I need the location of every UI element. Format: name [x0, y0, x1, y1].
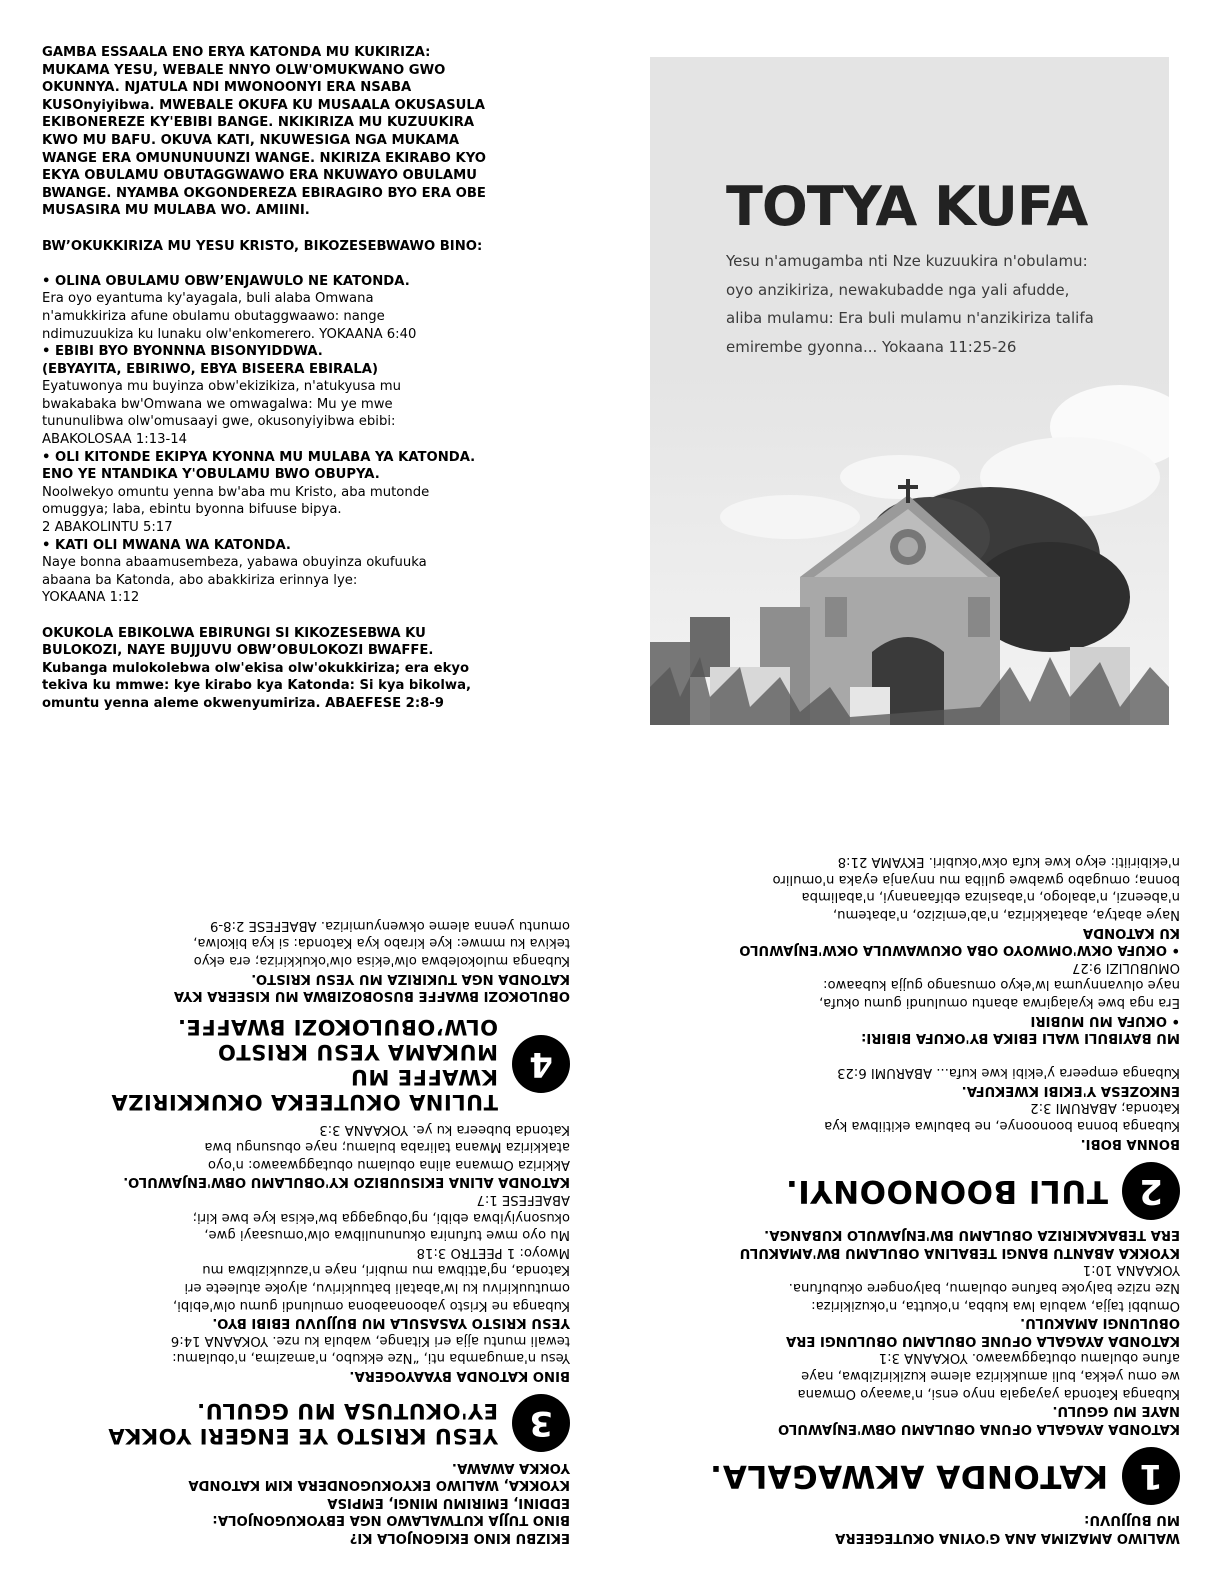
intro-line: EKIZBU KINO EKIGONJOLA KI?	[349, 1530, 570, 1545]
section-1-body	[640, 1226, 1180, 1437]
solutions-intro	[40, 1458, 570, 1546]
section-2-line: Era nga bwe kyalagirwa abantu omulundi gumu okufa,	[819, 994, 1180, 1010]
cover-verse-line: emirembe gyonna... Yokaana 11:25-26	[726, 337, 1017, 356]
section-1-line: we omu yekka, buli amukkiriza aleme kuzikirizibwa, naye	[801, 1368, 1180, 1384]
section-3-line: Mu oyo mwe tufunira okununulibwa olw'omusaayi gwe,	[204, 1227, 570, 1243]
section-3-line: YESU KRISTO YASASULA MU BUJJUVU EBIBI BYO.	[212, 1315, 570, 1331]
prayer-text	[42, 44, 582, 220]
section-3-line: ABAEFESE 1:7	[476, 1192, 570, 1208]
benefit-line: Naye bonna abaamusembeza, yabawa obuyinza okufuuka	[42, 555, 427, 571]
benefit-line: • KATI OLI MWANA WA KATONDA.	[42, 537, 291, 553]
section-2-title: TULI BOONOONYI.	[785, 1172, 1108, 1209]
prayer-line: KUSOnyiyibwa. MWEBALE OKUFA KU MUSAALA OKUSASULA	[42, 97, 485, 113]
section-3-line: KATONDA ALINA EKISUUBIZO KY'OBULAMU OBW'ENJAWULO.	[123, 1174, 570, 1190]
benefit-line: tununulibwa olw'omusaayi gwe, okusonyiyibwa ebibi:	[42, 414, 396, 430]
section-1-header	[640, 1447, 1180, 1505]
section-3-line: Akkiriza Omwana alina obulamu obutaggwaawo: n'oyo	[207, 1156, 570, 1172]
works-heading-line: BULOKOZI, NAYE BUJJUVU OBW’OBULOKOZI BWAFFE.	[42, 643, 434, 659]
benefit-line: Noolwekyo omuntu yenna bw'aba mu Kristo, aba mutonde	[42, 484, 430, 500]
works-text-line: Kubanga mulokolebwa olw'ekisa olw'okukkiriza; era ekyo	[42, 660, 470, 676]
section-1-line: KYOKKA ABANTU BANGI TEBALINA OBULAMU BW'AMAKULU	[739, 1244, 1180, 1260]
section-3-line: okusonyiyibwa ebibi, ng'obugagga bw'ekisa kye bwe kiri;	[192, 1209, 570, 1225]
section-1-line: Kubanga Katonda yayagala nnyo ensi, n'awaayo Omwana	[797, 1385, 1180, 1401]
section-1-line: KATONDA AYAGALA OFUNA OBULAMU OBW'ENJAWULO	[778, 1420, 1180, 1436]
prayer-line: MUKAMA YESU, WEBALE NNYO OLW'OMUKWANO GWO	[42, 62, 446, 78]
section-2-line: MU BAYIBULI WALI EBIKA BY'OKUFA BIBIRI:	[861, 1030, 1180, 1046]
section-title-line: TULINA OKUTEEKA OKUKKIRIZA KWAFFE MU	[110, 1065, 498, 1115]
cover-title: TOTYA KUFA	[726, 175, 1088, 238]
section-3-line: BINO KATONDA BYAAYOGERA.	[349, 1368, 570, 1384]
section-1-title: KATONDA AKWAGALA.	[709, 1457, 1108, 1494]
prayer-line: EKYA OBULAMU OBUTAGGWAWO ERA NKUWAYO OBULAMU	[42, 168, 477, 184]
works-heading	[42, 625, 582, 660]
section-title-line: YESU KRISTO YE ENGERI YOKKA	[107, 1424, 498, 1449]
cover-panel	[650, 57, 1169, 725]
benefit-line: • EBIBI BYO BYONNNA BISONYIDDWA.	[42, 344, 323, 360]
section-title-line: EY'OKUTUSA MU GGULU.	[196, 1399, 498, 1424]
cover-verse	[726, 247, 1126, 361]
intro-line: YOKKA AWAWA.	[451, 1459, 570, 1475]
intro-line: KYOKKA, WALIWO EKYOKUGONDERA KIM KATONDA	[188, 1477, 570, 1493]
section-2-line: n'abeenzi, n'abalogo, n'abasinza ebifaananyi, n'abalimba	[801, 889, 1180, 905]
section-2-line: Katonda; ABARUMI 3:2	[1030, 1100, 1180, 1116]
benefit-line: ndimuzuukiza ku lunaku olw'enkomerero. YOKAANA 6:40	[42, 326, 417, 342]
section-2-line: • OKUFA MU MUBIRI	[1030, 1012, 1180, 1028]
section-3-line: Kubanga ne Kristo yaboonaabona omulundi gumu olw'ebibi,	[172, 1297, 570, 1313]
prayer-line: MUSASIRA MU MULABA WO. AMIINI.	[42, 203, 310, 219]
section-4-line: Kubanga mulokolebwa olw'ekisa olw'okukkiriza; era ekyo	[193, 952, 570, 968]
section-1-line: KATONDA AYAGALA OFUNE OBULAMU OBULUNGI ERA	[786, 1332, 1180, 1348]
benefit-line: (EBYAYITA, EBIRIWO, EBYA BISEERA EBIRALA)	[42, 361, 378, 377]
prayer-line: KWO MU BAFU. OKUVA KATI, NKUWESIGA NGA MUKAMA	[42, 132, 460, 148]
works-text-line: omuntu yenna aleme okwenyumiriza. ABAEFESE 2:8-9	[42, 695, 444, 711]
section-1-number: 1	[1122, 1447, 1180, 1505]
truths-intro	[640, 1511, 1180, 1546]
section-2-line: ENKOZESA Y'EKIBI KWEKUFA.	[961, 1082, 1180, 1098]
cover-verse-line: aliba mulamu: Era buli mulamu n'anzikiriza talifa	[726, 309, 1094, 327]
section-3-title	[108, 1398, 498, 1448]
section-4-number: 4	[512, 1035, 570, 1093]
church-photo	[650, 367, 1169, 725]
benefits-heading: BW’OKUKKIRIZA MU YESU KRISTO, BIKOZESEBWAWO BINO:	[42, 238, 483, 254]
section-4-header	[40, 1014, 570, 1114]
section-1-line: YOKAANA 10:1	[1082, 1262, 1180, 1278]
benefit-line: ENO YE NTANDIKA Y'OBULAMU BWO OBUPYA.	[42, 467, 380, 483]
section-3-line: atakkiriza Mwana taliraba bulamu; naye obusungu bwa	[204, 1139, 570, 1155]
section-1-line: Nze nzize balyoke bafune obulamu, balyongere okubufuna.	[788, 1280, 1180, 1296]
section-2-line: Kubanga bonna boonoonye, ne babulwa ekitiibwa kya	[824, 1118, 1180, 1134]
works-text	[42, 660, 582, 713]
benefit-line: abaana ba Katonda, abo abakkiriza erinnya lye:	[42, 572, 358, 588]
section-3-header	[40, 1394, 570, 1452]
benefit-line: Era oyo eyantuma ky'ayagala, buli alaba Omwana	[42, 291, 374, 307]
prayer-panel	[42, 44, 582, 713]
section-2-line: Naye abatya, abatakkiriza, n'ab'emizizo, n'abatemu,	[832, 906, 1180, 922]
section-2-line: BONNA BOBI.	[1080, 1135, 1180, 1151]
benefit-line: • OLINA OBULAMU OBW’ENJAWULO NE KATONDA.	[42, 273, 410, 289]
prayer-line: OKUNNYA. NJATULA NDI MWONOONYI ERA NSABA	[42, 80, 412, 96]
section-4-title	[40, 1014, 498, 1114]
intro-line: EDDINI, EMIRIMU MINGI, EMPISA	[327, 1494, 570, 1510]
panel-sections-3-4	[40, 806, 570, 1546]
prayer-line: WANGE ERA OMUNUNUUNZI WANGE. NKIRIZA EKIRABO KYO	[42, 150, 486, 166]
section-4-line: KATONDA NGA TUKIRIZA MU YESU KRISTO.	[251, 970, 570, 986]
section-1-line: afune obulamu obutaggwaawo. YOKAANA 3:1	[878, 1350, 1180, 1366]
benefit-line: YOKAANA 1:12	[42, 590, 140, 606]
benefit-line: bwakabaka bw'Omwana we omwagalwa: Mu ye mwe	[42, 396, 393, 412]
section-1-line: NAYE MU GGULU.	[1052, 1403, 1180, 1419]
section-4-body	[40, 916, 570, 1004]
section-4-line: tekiva ku mmwe: kye kirabo kya Katonda: si kya bikolwa,	[193, 935, 570, 951]
section-3-line: Katonda, ng'attibwa mu mubiri, naye n'azuukizibwa mu	[202, 1262, 570, 1278]
section-2-number: 2	[1122, 1162, 1180, 1220]
benefit-line: ABAKOLOSAA 1:13-14	[42, 432, 188, 448]
section-2-line: Kubanga empeera y'ekibi kwe kufa... ABARUMI 6:23	[837, 1065, 1180, 1081]
benefit-line: 2 ABAKOLINTU 5:17	[42, 520, 173, 536]
section-2-line: OMUBULIZI 9:27	[1071, 959, 1180, 975]
works-text-line: tekiva ku mmwe: kye kirabo kya Katonda: Si kya bikolwa,	[42, 678, 471, 694]
section-3-line: Mwoyo: 1 PEETRO 3:18	[416, 1244, 570, 1260]
section-2-line: naye oluvannyuma lw'ekyo omusango gujja kubaawo:	[823, 977, 1180, 993]
section-2-body	[640, 853, 1180, 1152]
section-3-line: Yesu n'amugamba nti, “Nze ekkubo, n'amazima, n'obulamu:	[172, 1350, 570, 1366]
section-4-line: omuntu yenna aleme okwenyumiriza. ABAEFESE 2:8-9	[210, 917, 570, 933]
section-2-line: • OKUFA OKW'OMWOYO OBA OKUWAWULA OKW'ENJAWULO	[739, 942, 1180, 958]
section-2-header	[640, 1162, 1180, 1220]
intro-line: BINO TUJJA KUTWALAWO NGA EBYOKUGONJOLA:	[212, 1512, 570, 1528]
section-2-line	[640, 1046, 1180, 1064]
section-3-body	[40, 1120, 570, 1384]
section-3-number: 3	[512, 1394, 570, 1452]
section-3-line: tewali muntu ajja eri Kitange, wabula ku nze. YOKAANA 14:6	[170, 1332, 570, 1348]
section-2-line: bonna; omugabo gwabwe guliba mu nnyanja eyaka n'omuliro	[772, 871, 1180, 887]
section-4-line: OBULOKOZI BWAFFE BUSOBOZIBWA MU KISEERA KYA	[173, 988, 570, 1004]
prayer-line: BWANGE. NYAMBA OKGONDEREZA EBIRAGIRO BYO ERA OBE	[42, 185, 486, 201]
intro-line: MU BUJJUVU:	[1084, 1512, 1180, 1528]
section-2-line: n'ekibiriiti: ekyo kwe kufa okw'okubiri. EKYAMA 21:8	[837, 854, 1180, 870]
intro-line: WALIWO AMAZIMA ANA G'OYINA OKUTEGEERA	[835, 1530, 1180, 1545]
benefit-line: n'amukkiriza afune obulamu obutaggwaawo: nange	[42, 308, 385, 324]
cover-verse-line: Yesu n'amugamba nti Nze kuzuukira n'obulamu:	[726, 252, 1088, 270]
panel-sections-1-2	[640, 806, 1180, 1546]
benefit-line: • OLI KITONDE EKIPYA KYONNA MU MULABA YA KATONDA.	[42, 449, 476, 465]
section-3-line: omutuukirivu ku lw'abatali batuukirivu, alyoke atuleete eri	[184, 1280, 570, 1296]
benefits-list	[42, 273, 582, 607]
benefit-line: omuggya; laba, ebintu byonna bifuuse bipya.	[42, 502, 342, 518]
benefit-line: Eyatuwonya mu buyinza obw'ekizikiza, n'atukyusa mu	[42, 379, 401, 395]
section-3-line: Katonda bubeera ku ye. YOKAANA 3:3	[319, 1121, 570, 1137]
section-2-line: KU KATONDA	[1082, 924, 1180, 940]
works-heading-line: OKUKOLA EBIKOLWA EBIRUNGI SI KIKOZESEBWA KU	[42, 625, 426, 641]
cover-verse-line: oyo anzikiriza, newakubadde nga yali afudde,	[726, 280, 1070, 299]
prayer-line: GAMBA ESSAALA ENO ERYA KATONDA MU KUKIRIZA:	[42, 45, 431, 60]
section-1-line: ERA TEBAKAKIRIZA OBULAMU BW'ENJAWULO KUBANGA.	[764, 1227, 1180, 1243]
section-title-line: MUKAMA YESU KRISTO OLW’OBULOKOZI BWAFFE.	[177, 1015, 498, 1065]
section-1-line: OBULUNGI AMAKULU.	[1020, 1315, 1180, 1331]
prayer-line: EKIBONEREZE KY'EBIBI BANGE. NKIKIRIZA MU KUZUUKIRA	[42, 115, 475, 131]
section-1-line: Omubbi tajja, wabula lwa kubba, n'okutta, n'okuzikiriza:	[811, 1297, 1180, 1313]
